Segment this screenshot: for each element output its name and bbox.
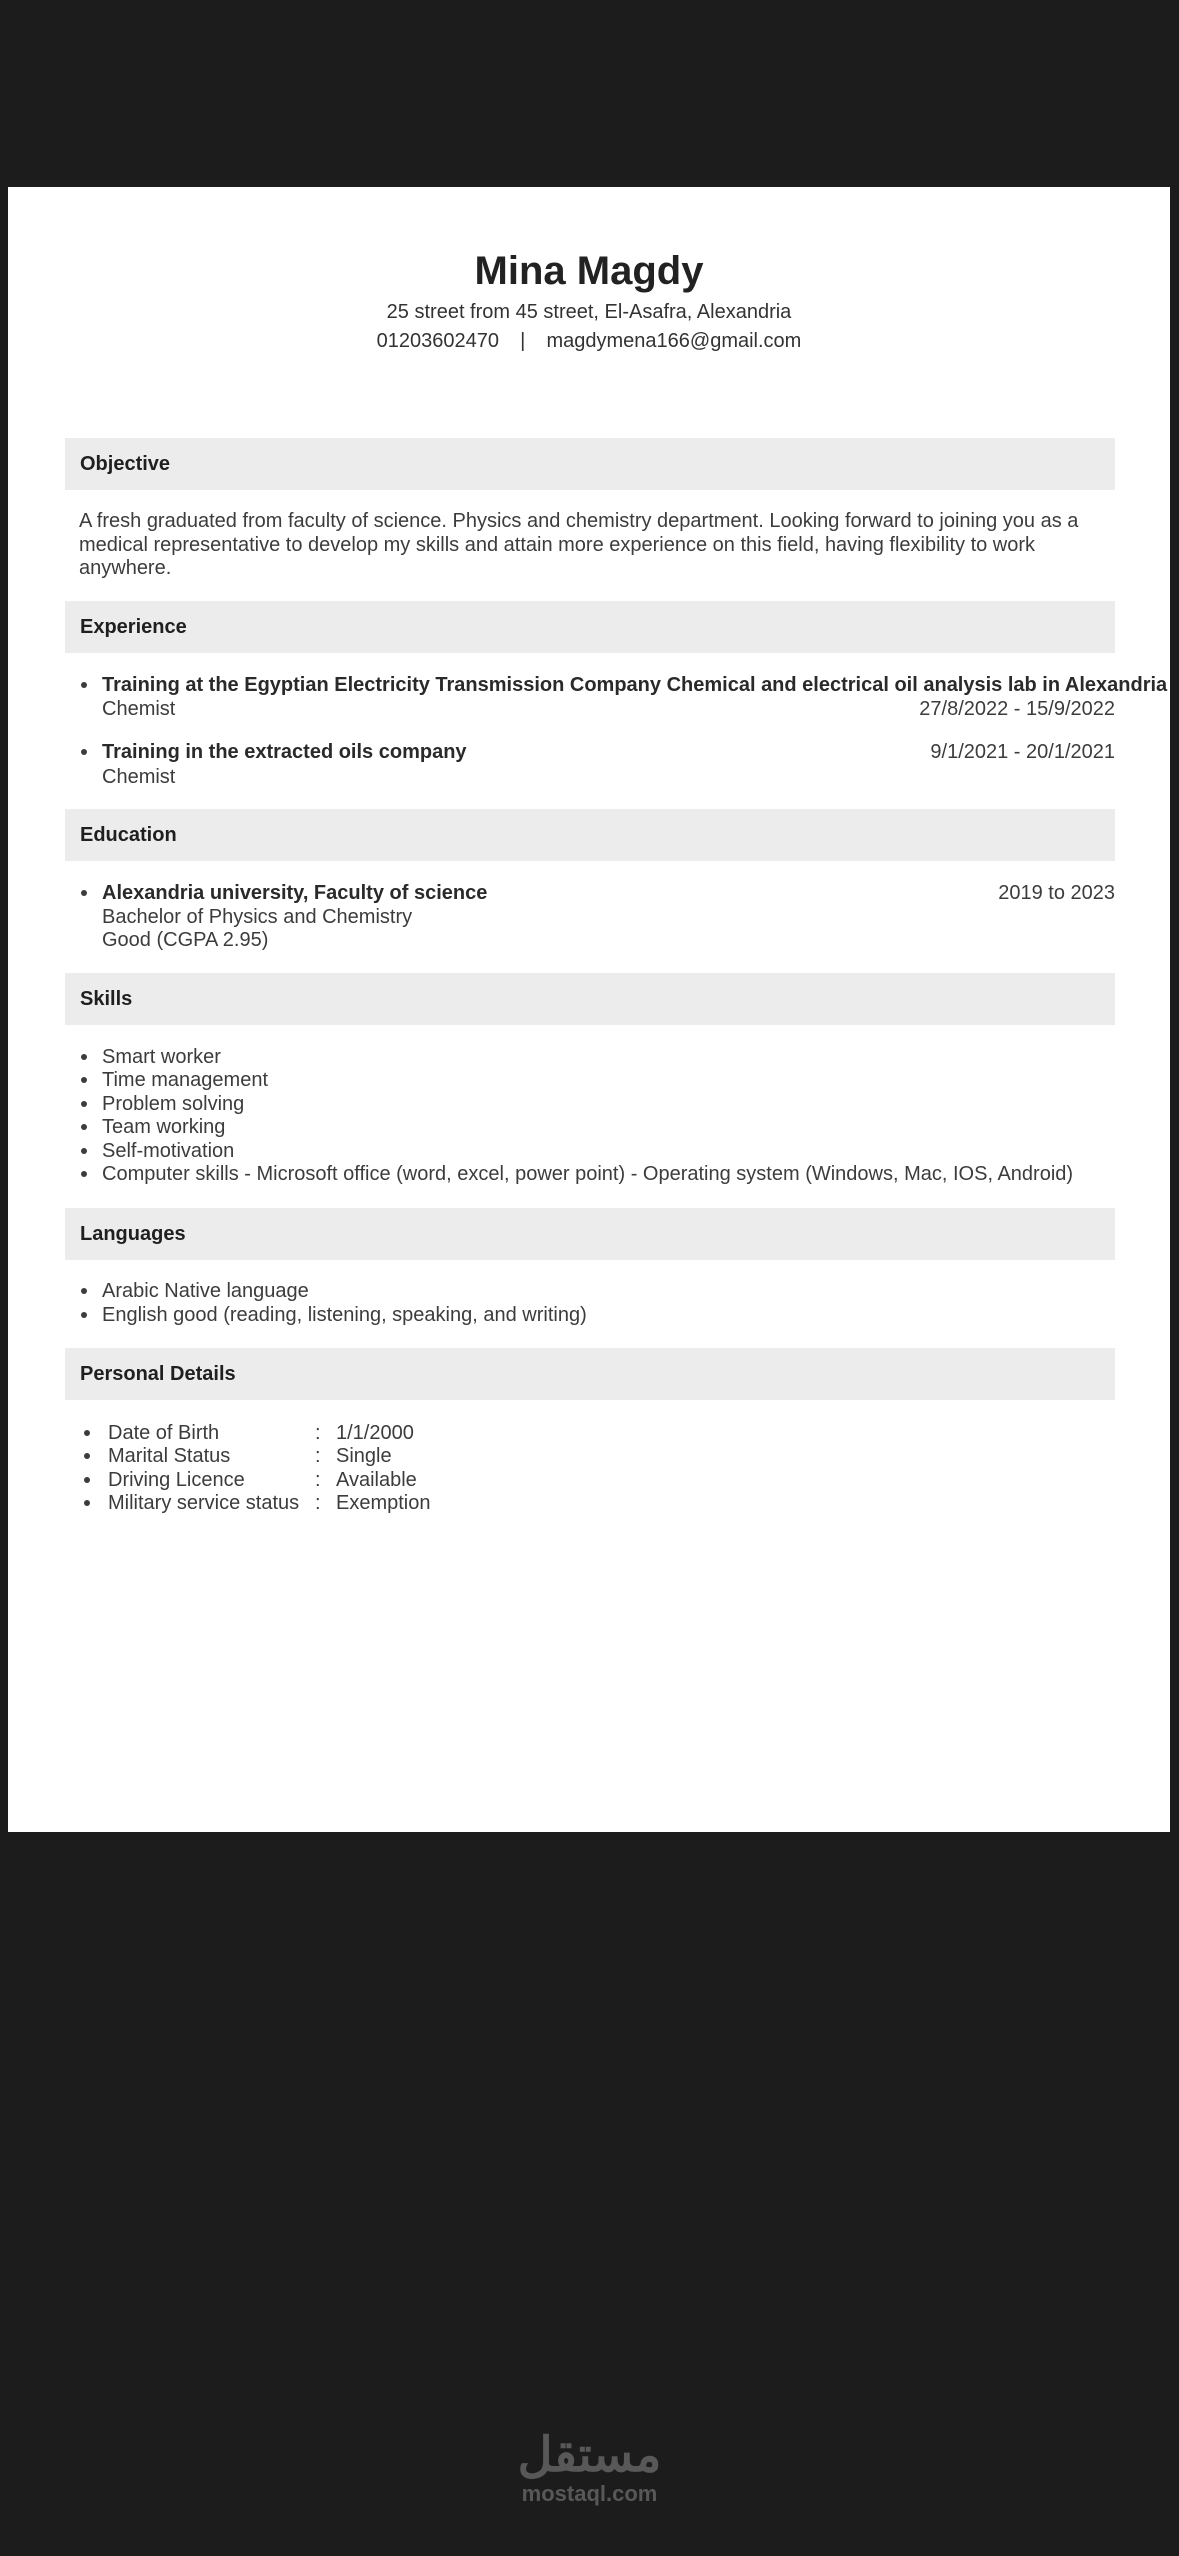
separator: | (520, 330, 526, 352)
experience-dates: 27/8/2022 - 15/9/2022 (919, 698, 1115, 720)
detail-value: Exemption (336, 1492, 431, 1514)
bullet-icon (81, 1148, 87, 1154)
education-grade: Good (CGPA 2.95) (102, 929, 269, 951)
watermark-domain: mostaql.com (521, 2481, 658, 2506)
bullet-icon (81, 1101, 87, 1107)
section-title: Experience (80, 616, 187, 638)
watermark-logo: مستقل (517, 2429, 662, 2482)
contact-line (8, 329, 1170, 353)
objective-text: A fresh graduated from faculty of science. Physics and chemistry department. Looking forward to joining you as a medical representative to develop my skills and attain more experience on this field, having flexibility to work anywhere. (79, 510, 1079, 579)
skill-item: Time management (102, 1069, 268, 1091)
phone: 01203602470 (376, 330, 500, 352)
email: magdymena166@gmail.com (546, 330, 802, 352)
section-header-personal-details (65, 1348, 1115, 1400)
experience-role: Chemist (102, 766, 176, 788)
bullet-icon (81, 1312, 87, 1318)
skill-item: Team working (102, 1116, 226, 1138)
skill-item: Computer skills - Microsoft office (word, excel, power point) - Operating system (Windows, Mac, IOS, Android) (102, 1163, 1074, 1185)
detail-value: Available (336, 1469, 417, 1491)
experience-dates: 9/1/2021 - 20/1/2021 (930, 741, 1115, 763)
resume-page (8, 187, 1170, 1832)
detail-colon: : (315, 1445, 321, 1467)
bullet-icon (81, 1288, 87, 1294)
bullet-icon (81, 1054, 87, 1060)
detail-colon: : (315, 1422, 321, 1444)
detail-value: Single (336, 1445, 392, 1467)
resume-name: Mina Magdy (474, 249, 704, 293)
detail-label: Driving Licence (108, 1469, 245, 1491)
bullet-icon (81, 682, 87, 688)
section-header-languages (65, 1208, 1115, 1260)
bullet-icon (81, 890, 87, 896)
section-header-objective (65, 438, 1115, 490)
bullet-icon (84, 1500, 90, 1506)
section-header-education (65, 809, 1115, 861)
detail-value: 1/1/2000 (336, 1422, 414, 1444)
bullet-icon (81, 1077, 87, 1083)
experience-role: Chemist (102, 698, 176, 720)
section-header-experience (65, 601, 1115, 653)
detail-label: Date of Birth (108, 1422, 220, 1444)
skill-item: Self-motivation (102, 1140, 235, 1162)
bullet-icon (81, 1171, 87, 1177)
section-title: Education (80, 824, 177, 846)
detail-label: Military service status (108, 1492, 300, 1514)
section-header-skills (65, 973, 1115, 1025)
detail-colon: : (315, 1492, 321, 1514)
bullet-icon (84, 1430, 90, 1436)
bullet-icon (84, 1453, 90, 1459)
bullet-icon (81, 749, 87, 755)
section-title: Skills (80, 988, 133, 1010)
experience-title: Training in the extracted oils company (102, 741, 467, 763)
section-title: Personal Details (80, 1363, 236, 1385)
education-degree: Bachelor of Physics and Chemistry (102, 906, 413, 928)
section-title: Objective (80, 453, 171, 475)
skill-item: Smart worker (102, 1046, 221, 1068)
bullet-icon (84, 1477, 90, 1483)
language-item: Arabic Native language (102, 1280, 309, 1302)
bullet-icon (81, 1124, 87, 1130)
detail-colon: : (315, 1469, 321, 1491)
section-title: Languages (80, 1223, 186, 1245)
language-item: English good (reading, listening, speaking, and writing) (102, 1304, 587, 1326)
address: 25 street from 45 street, El-Asafra, Alexandria (386, 301, 792, 323)
education-dates: 2019 to 2023 (998, 882, 1115, 904)
skill-item: Problem solving (102, 1093, 245, 1115)
detail-label: Marital Status (108, 1445, 231, 1467)
experience-title: Training at the Egyptian Electricity Transmission Company Chemical and electrical oil analysis lab in Alexandria (102, 674, 1168, 696)
education-title: Alexandria university, Faculty of science (102, 882, 488, 904)
